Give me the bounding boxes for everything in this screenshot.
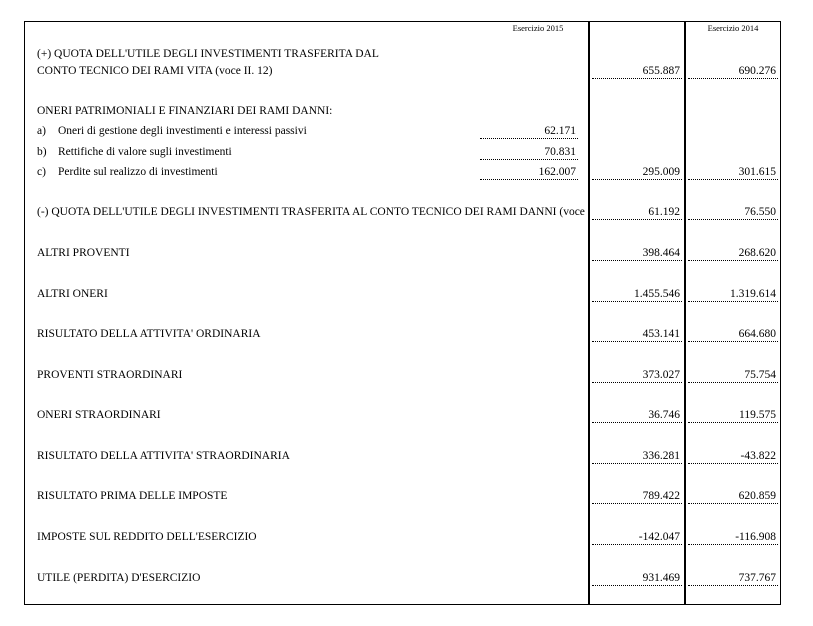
value-2014: 119.575 bbox=[739, 409, 776, 421]
value-underline bbox=[592, 219, 682, 220]
value-underline bbox=[592, 463, 682, 464]
value-underline bbox=[592, 341, 682, 342]
row-label: ALTRI ONERI bbox=[37, 288, 108, 300]
value-underline bbox=[688, 544, 778, 545]
value-underline bbox=[688, 179, 778, 180]
header-esercizio-2015: Esercizio 2015 bbox=[512, 23, 564, 33]
sub-value: 62.171 bbox=[544, 125, 576, 137]
value-2014: 1.319.614 bbox=[730, 288, 776, 300]
sub-value-underline bbox=[480, 138, 578, 139]
row-label: RISULTATO PRIMA DELLE IMPOSTE bbox=[37, 490, 228, 502]
value-2014: -116.908 bbox=[735, 531, 776, 543]
value-underline bbox=[688, 219, 778, 220]
value-underline bbox=[688, 463, 778, 464]
value-2015: 295.009 bbox=[642, 166, 680, 178]
column-divider-2014 bbox=[684, 21, 686, 605]
value-underline bbox=[592, 585, 682, 586]
value-underline bbox=[592, 179, 682, 180]
column-divider-2015 bbox=[588, 21, 590, 605]
value-underline bbox=[592, 544, 682, 545]
value-2015: 373.027 bbox=[642, 369, 680, 381]
value-2014: 75.754 bbox=[744, 369, 776, 381]
sub-value-underline bbox=[480, 159, 578, 160]
value-underline bbox=[688, 382, 778, 383]
item-label: Rettifiche di valore sugli investimenti bbox=[58, 146, 232, 158]
row-label: RISULTATO DELLA ATTIVITA' STRAORDINARIA bbox=[37, 450, 290, 462]
value-underline bbox=[688, 422, 778, 423]
item-prefix: b) bbox=[37, 146, 47, 158]
value-underline bbox=[688, 78, 778, 79]
item-prefix: c) bbox=[37, 166, 46, 178]
value-2014: 737.767 bbox=[738, 572, 776, 584]
row-label-line: CONTO TECNICO DEI RAMI VITA (voce II. 12) bbox=[37, 65, 273, 77]
value-underline bbox=[592, 301, 682, 302]
value-2014: -43.822 bbox=[740, 450, 776, 462]
header-esercizio-2014: Esercizio 2014 bbox=[707, 23, 759, 33]
value-underline bbox=[592, 503, 682, 504]
item-prefix: a) bbox=[37, 125, 46, 137]
value-2014: 301.615 bbox=[738, 166, 776, 178]
row-label-line: (+) QUOTA DELL'UTILE DEGLI INVESTIMENTI TRASFERITA DAL bbox=[37, 48, 379, 60]
value-underline bbox=[592, 78, 682, 79]
value-2014: 690.276 bbox=[738, 65, 776, 77]
row-label: (-) QUOTA DELL'UTILE DEGLI INVESTIMENTI TRASFERITA AL CONTO TECNICO DEI RAMI DANNI (voce bbox=[37, 206, 585, 218]
value-2015: 36.746 bbox=[648, 409, 680, 421]
section-heading: ONERI PATRIMONIALI E FINANZIARI DEI RAMI DANNI: bbox=[37, 105, 333, 117]
value-2014: 268.620 bbox=[738, 247, 776, 259]
value-2015: 789.422 bbox=[642, 490, 680, 502]
value-underline bbox=[688, 341, 778, 342]
row-label: UTILE (PERDITA) D'ESERCIZIO bbox=[37, 572, 201, 584]
row-label: RISULTATO DELLA ATTIVITA' ORDINARIA bbox=[37, 328, 261, 340]
sub-value: 70.831 bbox=[544, 146, 576, 158]
item-label: Oneri di gestione degli investimenti e interessi passivi bbox=[58, 125, 307, 137]
value-underline bbox=[688, 503, 778, 504]
item-label: Perdite sul realizzo di investimenti bbox=[58, 166, 218, 178]
value-underline bbox=[592, 260, 682, 261]
value-2015: 655.887 bbox=[642, 65, 680, 77]
value-underline bbox=[592, 422, 682, 423]
value-2015: 398.464 bbox=[642, 247, 680, 259]
value-2014: 620.859 bbox=[738, 490, 776, 502]
sub-value-underline bbox=[480, 179, 578, 180]
value-underline bbox=[688, 260, 778, 261]
value-2015: -142.047 bbox=[638, 531, 680, 543]
row-label: PROVENTI STRAORDINARI bbox=[37, 369, 183, 381]
value-underline bbox=[688, 301, 778, 302]
sub-value: 162.007 bbox=[538, 166, 576, 178]
value-2015: 931.469 bbox=[642, 572, 680, 584]
row-label: ONERI STRAORDINARI bbox=[37, 409, 161, 421]
value-2015: 453.141 bbox=[642, 328, 680, 340]
value-2015: 61.192 bbox=[648, 206, 680, 218]
value-2015: 1.455.546 bbox=[634, 288, 680, 300]
row-label: IMPOSTE SUL REDDITO DELL'ESERCIZIO bbox=[37, 531, 257, 543]
row-label: ALTRI PROVENTI bbox=[37, 247, 130, 259]
value-2014: 76.550 bbox=[744, 206, 776, 218]
value-2014: 664.680 bbox=[738, 328, 776, 340]
value-underline bbox=[592, 382, 682, 383]
value-underline bbox=[688, 585, 778, 586]
value-2015: 336.281 bbox=[642, 450, 680, 462]
